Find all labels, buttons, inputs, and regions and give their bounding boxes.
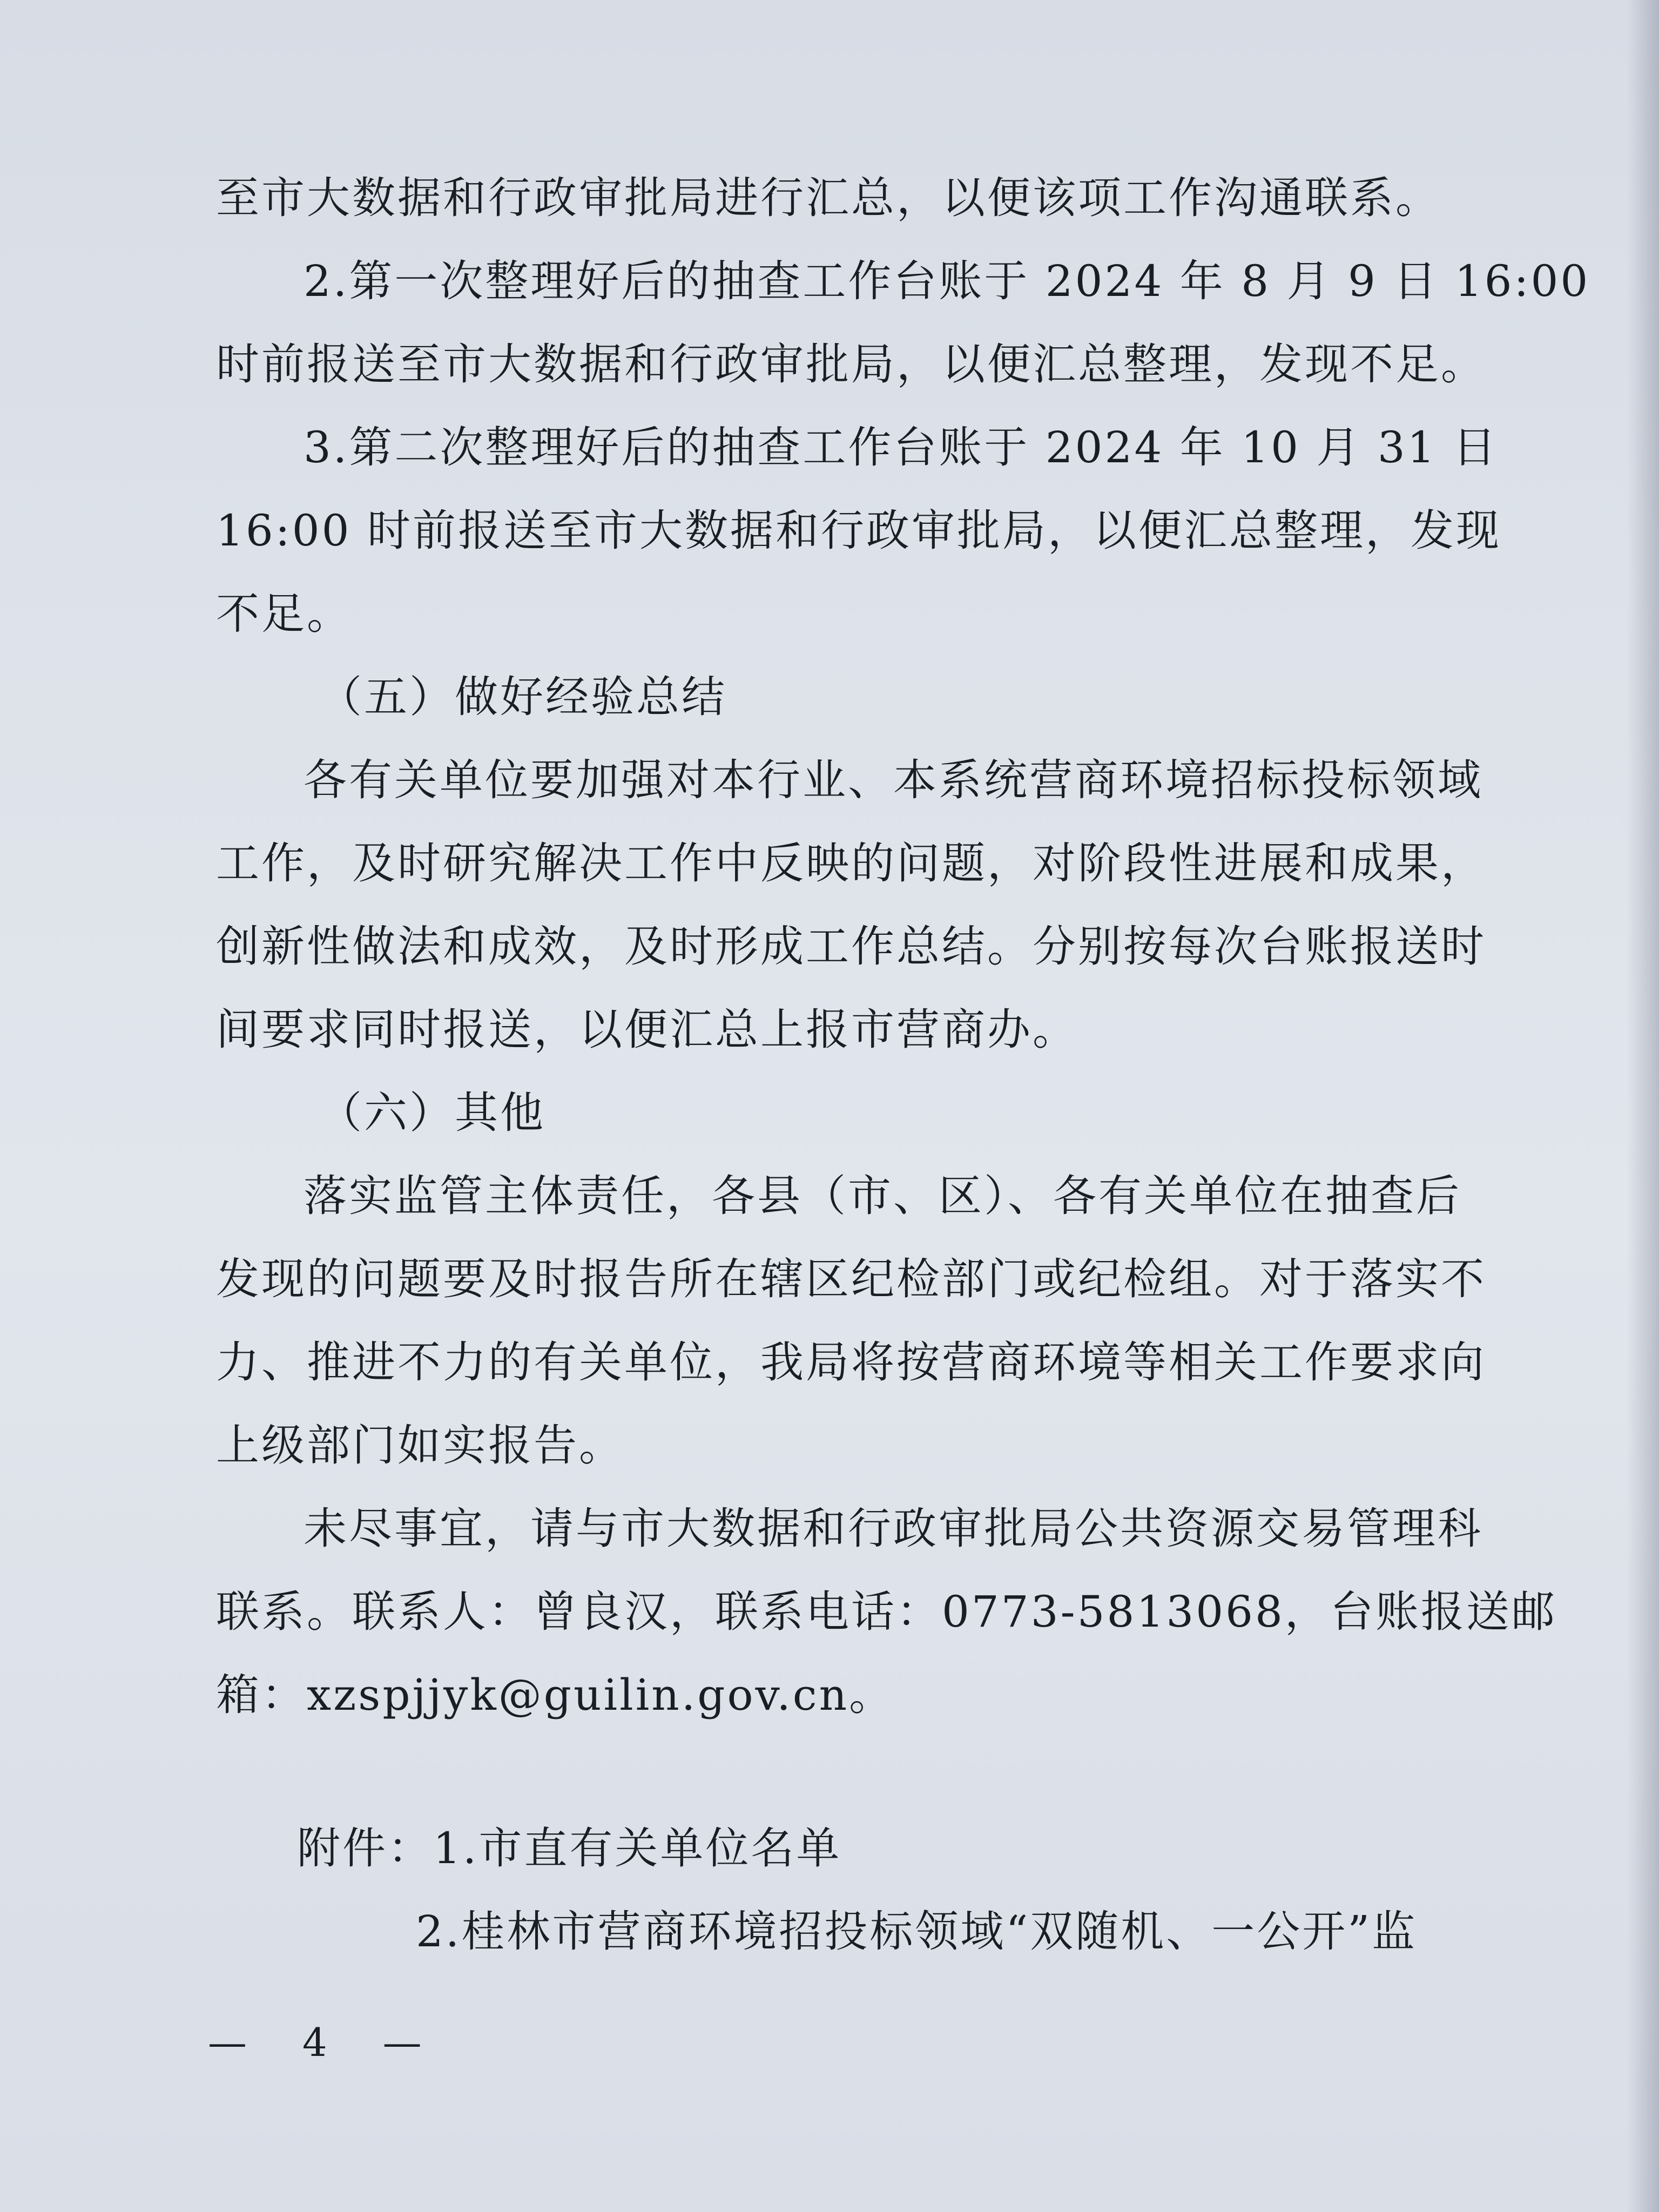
paragraph-line: 不足。 [216,589,352,639]
section-heading: （六）其他 [319,1088,545,1138]
paragraph-line: 16:00 时前报送至市大数据和行政审批局，以便汇总整理，发现 [216,505,1501,556]
paragraph-line: 联系。联系人：曾良汉，联系电话：0773-5813068，台账报送邮 [216,1587,1557,1637]
spacer [216,1737,1447,1807]
paragraph-line: 发现的问题要及时报告所在辖区纪检部门或纪检组。对于落实不 [216,1254,1486,1304]
paragraph-line: 各有关单位要加强对本行业、本系统营商环境招标投标领域 [304,755,1483,805]
paragraph-line: 时前报送至市大数据和行政审批局，以便汇总整理，发现不足。 [216,339,1486,389]
paragraph-line: 2.第一次整理好后的抽查工作台账于 2024 年 8 月 9 日 16:00 [304,256,1590,306]
attachment-item: 2.桂林市营商环境招投标领域“双随机、一公开”监 [416,1906,1418,1957]
paragraph-line: 箱：xzspjjyk@guilin.gov.cn。 [216,1670,895,1720]
paragraph-line: 上级部门如实报告。 [216,1420,624,1471]
paragraph-line: 3.第二次整理好后的抽查工作台账于 2024 年 10 月 31 日 [304,422,1499,473]
paragraph-line: 工作，及时研究解决工作中反映的问题，对阶段性进展和成果， [216,838,1486,888]
paragraph-line: 未尽事宜，请与市大数据和行政审批局公共资源交易管理科 [304,1503,1483,1554]
paragraph-line: 间要求同时报送，以便汇总上报市营商办。 [216,1004,1078,1055]
paragraph-line: 力、推进不力的有关单位，我局将按营商环境等相关工作要求向 [216,1337,1486,1387]
paragraph-line: 至市大数据和行政审批局进行汇总，以便该项工作沟通联系。 [216,173,1441,223]
attachment-heading: 附件：1.市直有关单位名单 [297,1823,842,1873]
document-body [216,157,1590,1973]
paragraph-line: 落实监管主体责任，各县（市、区）、各有关单位在抽查后 [304,1171,1461,1221]
page-number: — 4 — [208,2020,443,2065]
section-heading: （五）做好经验总结 [319,672,727,722]
paragraph-line: 创新性做法和成效，及时形成工作总结。分别按每次台账报送时 [216,921,1486,972]
